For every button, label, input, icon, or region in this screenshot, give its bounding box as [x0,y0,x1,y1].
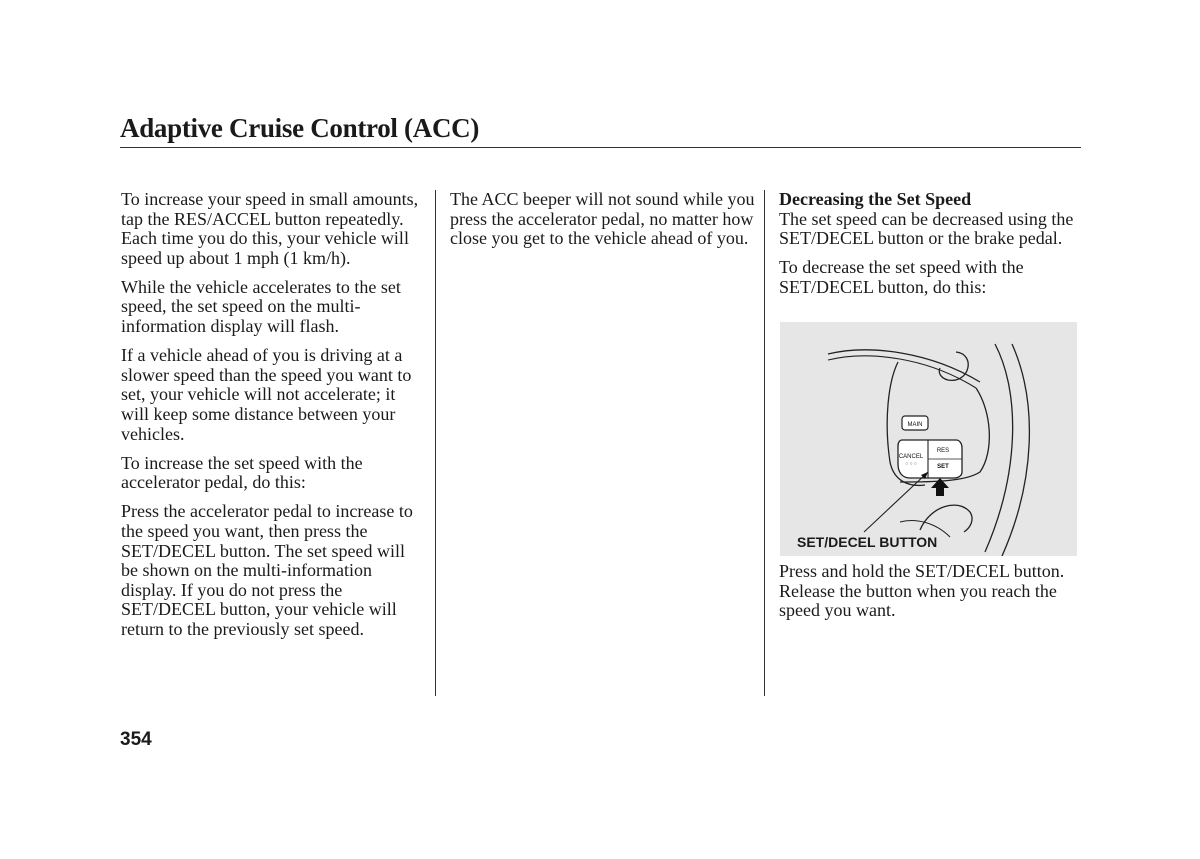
column-divider [435,190,436,696]
paragraph: While the vehicle accelerates to the set speed, the set speed on the multi-information display will flash. [121,276,401,337]
svg-text:○ ○ ○: ○ ○ ○ [905,461,917,467]
main-button-label: MAIN [907,422,923,428]
paragraph: To increase the set speed with the accelerator pedal, do this: [121,452,363,493]
page-title: Adaptive Cruise Control (ACC) [120,113,480,143]
steering-wheel-drawing [780,322,1077,556]
figure-caption: SET/DECEL BUTTON [797,534,938,550]
paragraph: The ACC beeper will not sound while you press the accelerator pedal, no matter how close you get to the vehicle ahead of you. [450,189,755,249]
res-button-label: RES [936,448,950,454]
page-number: 354 [120,729,152,750]
steering-wheel-illustration [780,322,1077,556]
paragraph: To decrease the set speed with the SET/DECEL button, do this: [779,257,1024,297]
cancel-button-label: CANCEL [898,454,924,460]
title-divider [120,147,1081,148]
column-divider [764,190,765,696]
column-2 [450,190,755,258]
section-subheading: Decreasing the Set Speed [779,189,972,209]
paragraph: The set speed can be decreased using the SET/DECEL button or the brake pedal. [779,208,1074,249]
paragraph: Press and hold the SET/DECEL button. Release the button when you reach the speed you want. [779,561,1065,621]
paragraph: Press the accelerator pedal to increase to the speed you want, then press the SET/DECEL button. The set speed will be shown on the multi-information display. If you do not press the SET/DECEL button, your vehicle will return to the previously set speed. [121,501,413,639]
paragraph: If a vehicle ahead of you is driving at a slower speed than the speed you want to set, your vehicle will not accelerate; it will keep some distance between your vehicles. [121,345,412,444]
column-3 [779,190,1081,307]
column-1 [121,190,426,649]
paragraph: To increase your speed in small amounts, tap the RES/ACCEL button repeatedly. Each time you do this, your vehicle will speed up about 1 mph (1 km/h). [121,189,419,268]
set-button-label: SET [937,464,949,470]
